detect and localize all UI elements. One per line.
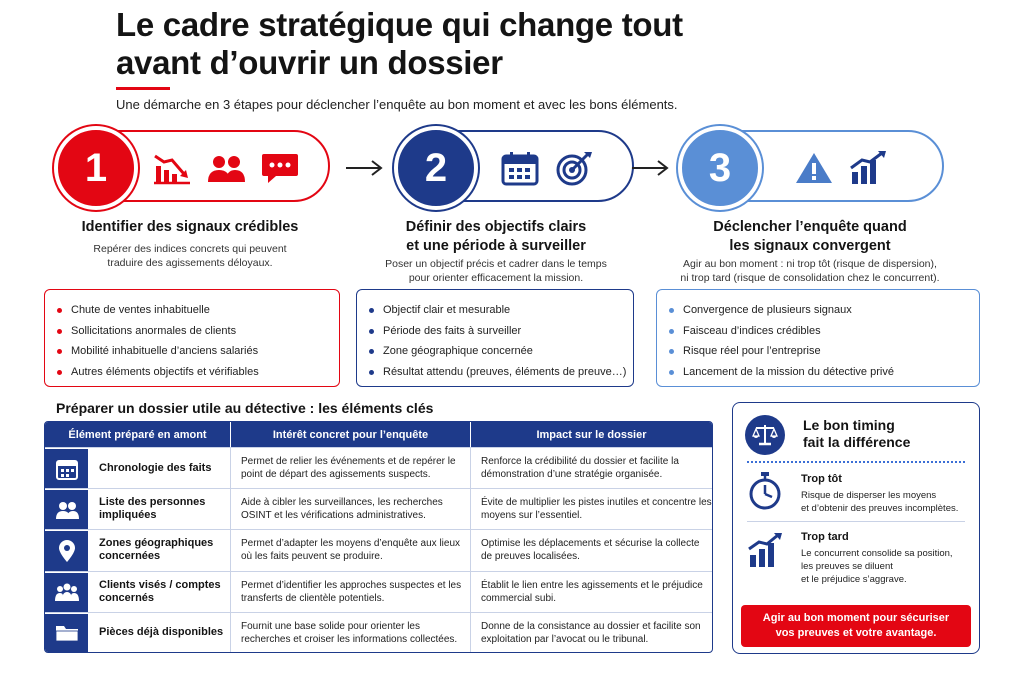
- row-element: Clients visés / comptes concernés: [88, 572, 231, 612]
- scales-badge: [745, 415, 785, 455]
- list-item: Zone géographique concernée: [369, 341, 621, 362]
- too-late-line-1: Le concurrent consolide sa position,: [801, 548, 953, 559]
- list-item: Faisceau d’indices crédibles: [669, 321, 967, 342]
- step-2-banner: [398, 130, 634, 202]
- timing-panel: [732, 402, 980, 654]
- step-1-title-line-1: Identifier des signaux crédibles: [81, 219, 299, 235]
- table-row: [45, 571, 712, 612]
- row-element: Liste des personnes impliquées: [88, 489, 231, 529]
- growth-chart-icon: [747, 533, 783, 569]
- row-interet: Permet de relier les événements et de repérer le point de départ des agissements suspects.: [231, 448, 471, 488]
- timing-title-line-2: fait la différence: [803, 434, 911, 450]
- calendar-icon: [54, 457, 80, 481]
- too-late-text: [801, 547, 953, 586]
- too-late-line-3: et le préjudice s’aggrave.: [801, 574, 907, 585]
- row-element: Chronologie des faits: [88, 448, 231, 488]
- people-icon: [54, 498, 80, 522]
- step-3-number: 3: [678, 126, 762, 210]
- step-1-description: [50, 242, 330, 270]
- step-1-checklist: [44, 289, 340, 387]
- cta-banner: [741, 605, 971, 647]
- step-3-title-line-2: les signaux convergent: [729, 238, 891, 254]
- table-row: [45, 488, 712, 529]
- row-impact: Établit le lien entre les agissements et le préjudice commercial subi.: [481, 579, 703, 604]
- table-row: [45, 529, 712, 570]
- row-element: Zones géographiques concernées: [88, 530, 231, 570]
- timing-title-line-1: Le bon timing: [803, 417, 895, 433]
- list-item: Chute de ventes inhabituelle: [57, 300, 327, 321]
- row-element: Pièces déjà disponibles: [88, 613, 231, 653]
- group-icon: [54, 580, 80, 604]
- row-interet: Fournit une base solide pour orienter les recherches et croiser les informations collectées.: [231, 613, 471, 653]
- column-header-impact: Impact sur le dossier: [536, 428, 647, 441]
- list-item: Sollicitations anormales de clients: [57, 321, 327, 342]
- dotted-divider: [747, 461, 965, 463]
- title-line-1: Le cadre stratégique qui change tout: [116, 6, 683, 43]
- row-interet: Permet d’identifier les approches suspectes et les transferts de clientèle potentiels.: [231, 572, 471, 612]
- step-1-number: 1: [54, 126, 138, 210]
- step-2-description: [356, 257, 636, 285]
- row-interet: Permet d’adapter les moyens d’enquête aux lieux où les faits peuvent se produire.: [231, 530, 471, 570]
- cta-line-1: Agir au bon moment pour sécuriser: [762, 612, 950, 624]
- column-header-interet: Intérêt concret pour l’enquête: [231, 422, 471, 447]
- timing-title: [803, 417, 910, 451]
- warning-icon: [794, 150, 834, 186]
- too-early-text: [801, 489, 958, 515]
- list-item: Risque réel pour l’entreprise: [669, 341, 967, 362]
- step-3-title-line-1: Déclencher l’enquête quand: [713, 219, 907, 235]
- list-item: Autres éléments objectifs et vérifiables: [57, 362, 327, 383]
- step-2-checklist: [356, 289, 634, 387]
- title-line-2: avant d’ouvrir un dossier: [116, 44, 503, 81]
- arrow-step-1-to-2: [344, 158, 384, 178]
- row-impact: Optimise les déplacements et sécurise la collecte de preuves localisées.: [481, 538, 700, 563]
- scales-icon: [752, 423, 778, 447]
- cta-line-2: vos preuves et votre avantage.: [775, 627, 937, 639]
- table-row: [45, 447, 712, 488]
- growth-chart-icon: [848, 150, 888, 186]
- row-interet: Aide à cibler les surveillances, les recherches OSINT et les vérifications administratives.: [231, 489, 471, 529]
- step-1-desc-line-1: Repérer des indices concrets qui peuvent: [93, 243, 287, 255]
- list-item: Convergence de plusieurs signaux: [669, 300, 967, 321]
- row-impact: Évite de multiplier les pistes inutiles et concentre les moyens sur l’essentiel.: [481, 497, 712, 522]
- page-title: [116, 6, 683, 82]
- row-impact: Renforce la crédibilité du dossier et facilite la démonstration d’une stratégie organisée.: [481, 456, 679, 481]
- table-row: [45, 612, 712, 653]
- list-item: Résultat attendu (preuves, éléments de preuve…): [369, 362, 621, 383]
- users-icon: [206, 150, 246, 186]
- step-2-number: 2: [394, 126, 478, 210]
- list-item: Lancement de la mission du détective privé: [669, 362, 967, 383]
- too-early-line-2: et d’obtenir des preuves incomplètes.: [801, 503, 959, 514]
- table-section-heading: Préparer un dossier utile au détective : les éléments clés: [56, 400, 434, 416]
- step-2-title: [356, 218, 636, 256]
- step-2-desc-line-1: Poser un objectif précis et cadrer dans le temps: [385, 258, 607, 270]
- title-accent-rule: [116, 87, 170, 90]
- preparation-table: [44, 421, 713, 653]
- step-3-title: [660, 218, 960, 256]
- calendar-icon: [500, 150, 540, 186]
- declining-chart-icon: [152, 150, 192, 186]
- table-header: [45, 422, 712, 447]
- step-3-checklist: [656, 289, 980, 387]
- list-item: Période des faits à surveiller: [369, 321, 621, 342]
- list-item: Mobilité inhabituelle d’anciens salariés: [57, 341, 327, 362]
- step-1-desc-line-2: traduire des agissements déloyaux.: [107, 257, 273, 269]
- step-3-desc-line-2: ni trop tard (risque de consolidation chez le concurrent).: [680, 272, 940, 284]
- step-2-title-line-2: et une période à surveiller: [406, 238, 586, 254]
- step-1-banner: [58, 130, 330, 202]
- arrow-step-2-to-3: [630, 158, 670, 178]
- too-late-title: Trop tard: [801, 531, 849, 543]
- step-3-desc-line-1: Agir au bon moment : ni trop tôt (risque de dispersion),: [683, 258, 937, 270]
- chat-bubble-icon: [260, 150, 300, 186]
- too-late-line-2: les preuves se diluent: [801, 561, 893, 572]
- step-2-desc-line-2: pour orienter efficacement la mission.: [408, 272, 584, 284]
- stopwatch-icon: [747, 471, 783, 511]
- location-pin-icon: [54, 539, 80, 563]
- step-3-description: [654, 257, 966, 285]
- too-early-line-1: Risque de disperser les moyens: [801, 490, 937, 501]
- step-3-banner: [682, 130, 944, 202]
- step-1-title: [50, 218, 330, 237]
- page-subtitle: Une démarche en 3 étapes pour déclencher l’enquête au bon moment et avec les bons éléments.: [116, 97, 678, 112]
- step-2-title-line-1: Définir des objectifs clairs: [405, 219, 587, 235]
- column-header-element: Élément préparé en amont: [45, 422, 231, 447]
- folder-icon: [54, 621, 80, 645]
- row-impact: Donne de la consistance au dossier et facilite son exploitation par l’avocat ou le tribunal.: [481, 620, 701, 645]
- divider: [747, 521, 965, 522]
- target-icon: [554, 150, 594, 186]
- too-early-title: Trop tôt: [801, 473, 842, 485]
- list-item: Objectif clair et mesurable: [369, 300, 621, 321]
